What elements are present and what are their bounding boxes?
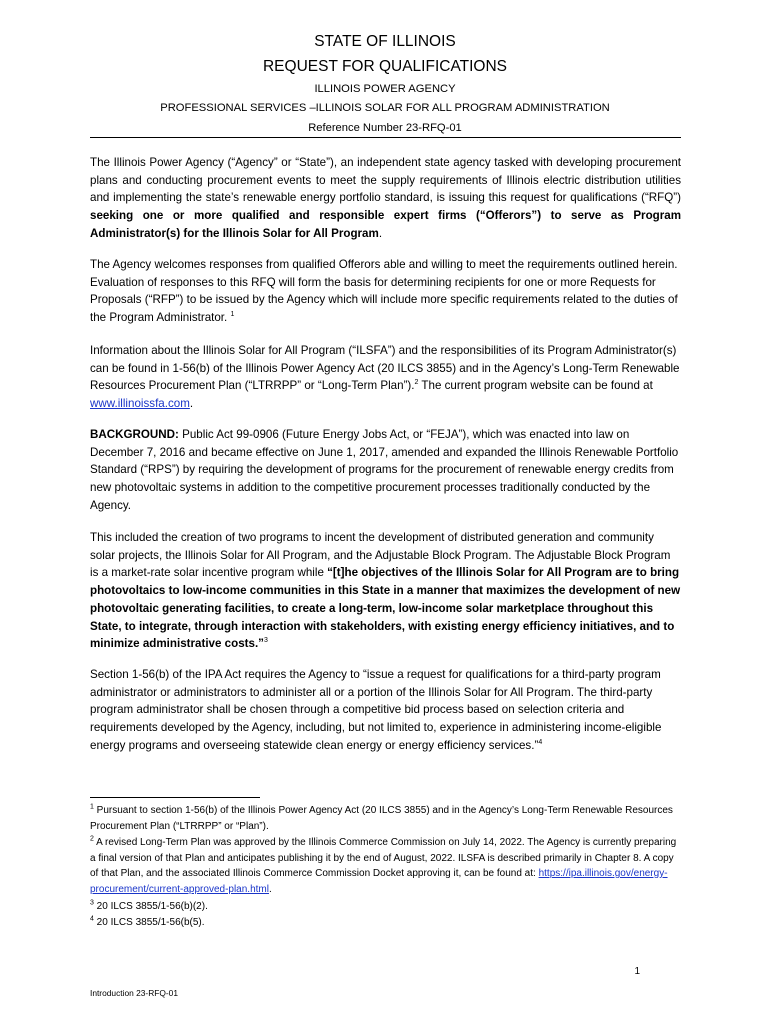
services-title: PROFESSIONAL SERVICES –ILLINOIS SOLAR FOR ALL PROGRAM ADMINISTRATION: [160, 102, 610, 114]
footnote-separator: [90, 797, 260, 798]
intro-paragraph: The Illinois Power Agency (“Agency” or “State”), an independent state agency tasked with developing procurement plans and conducting procurement events to meet the supply requirements of Illinois electric distribution utilities and implementing the state’s renewable energy portfolio standard, is issuing this request for qualifications (“RFQ”) seeking one or more qualified and responsible expert firms (“Offerors”) to serve as Program Administrator(s) for the Illinois Solar for All Program.: [90, 156, 681, 240]
ilsfa-info-paragraph: Information about the Illinois Solar for All Program (“ILSFA”) and the responsibilities of its Program Administrator(s) can be found in 1-56(b) of the Illinois Power Agency Act (20 ILCS 3855) and in the Agency’s Long-Term Renewable Resources Procurement Plan (“LTRRPP” or “Long-Term Plan”).$^2$ The current program website can be found at www.illinoissfa.com.: [90, 344, 680, 411]
ilsfa-objectives-quote: “[t]he objectives of the Illinois Solar for All Program are to bring photovoltaics to low-income communities in this State in a manner that maximizes the development of new photovoltaic generating facilities, to create a long-term, low-income solar marketplace throughout this State, to integrate, through interaction with stakeholders, with existing energy efficiency initiatives, and to minimize administrative costs.”: [90, 566, 681, 651]
state-heading: STATE OF ILLINOIS: [314, 33, 456, 50]
header-rule: [90, 137, 681, 138]
background-label: BACKGROUND:: [90, 428, 179, 441]
section-156b-paragraph: Section 1-56(b) of the IPA Act requires the Agency to “issue a request for qualifications for a third-party program administrator or administrators to administer all or a portion of the Illinois Solar for All Program. The third-party program administrator shall be chosen through a competitive bid process based on selection criteria and requirements developed by the Agency, including, but not limited to, experience in administering income-eligible energy programs and overseeing statewide clean energy or energy efficiency services.”$^4$: [90, 668, 662, 752]
footnote-ref-3[interactable]: 3: [263, 637, 268, 645]
offerors-paragraph: The Agency welcomes responses from qualified Offerors able and willing to meet the requirements outlined herein. Evaluation of responses to this RFQ will form the basis for determining recipients for one or more Requests for Proposals (“RFP”) to be issued by the Agency which will include more specific requirements related to the duties of the Program Administrator. $^1$: [90, 258, 678, 325]
agency-name: ILLINOIS POWER AGENCY: [314, 83, 456, 95]
footnote-3: $^3$ 20 ILCS 3855/1-56(b)(2).: [90, 899, 208, 912]
footnote-2: $^2$ A revised Long-Term Plan was approved by the Illinois Commerce Commission on July 14, 2022. The Agency is currently preparing a final version of that Plan and anticipates publishing it by the end of August, 2022. ILSFA is described primarily in Chapter 8. A copy of that Plan, and the associated Illinois Commerce Commission Docket approving it, can be found at: https://ipa.illinois.gov/energy-procurement/current-approved-plan.html.: [90, 835, 677, 895]
footnote-ref-2[interactable]: 2: [414, 379, 419, 387]
approved-plan-link[interactable]: https://ipa.illinois.gov/energy-procurement/current-approved-plan.html: [90, 868, 668, 895]
page-number: 1: [634, 966, 640, 977]
document-title: REQUEST FOR QUALIFICATIONS: [262, 58, 507, 75]
programs-paragraph: This included the creation of two programs to incent the development of distributed generation and community solar projects, the Illinois Solar for All Program, and the Adjustable Block Program. The Adjustable Block Program is a market-rate solar incentive program while “[t]he objectives of the Illinois Solar for All Program are to bring photovoltaics to low-income communities in this State in a manner that maximizes the development of new photovoltaic generating facilities, to create a long-term, low-income solar marketplace throughout this State, to integrate, through interaction with stakeholders, with existing energy efficiency initiatives, and to minimize administrative costs.”$^3$: [90, 531, 681, 651]
footnote-ref-4[interactable]: 4: [538, 738, 543, 746]
background-paragraph: BACKGROUND: Public Act 99-0906 (Future Energy Jobs Act, or “FEJA”), which was enacted into law on December 7, 2016 and became effective on June 1, 2017, amended and expanded the Illinois Renewable Portfolio Standard (“RPS”) by requiring the development of programs for the procurement of renewable energy credits from new photovoltaic systems in addition to the competitive procurement processes traditionally conducted by the Agency.: [90, 428, 679, 512]
reference-number: Reference Number 23-RFQ-01: [308, 122, 462, 134]
footnote-1: $^1$ Pursuant to section 1-56(b) of the Illinois Power Agency Act (20 ILCS 3855) and in the Agency’s Long-Term Renewable Resources Procurement Plan (“LTRRPP” or “Plan”).: [90, 803, 673, 832]
footnote-ref-1[interactable]: 1: [230, 311, 235, 319]
document-footer: Introduction 23-RFQ-01: [90, 988, 178, 998]
footnote-4: $^4$ 20 ILCS 3855/1-56(b(5).: [90, 915, 205, 928]
program-website-link[interactable]: www.illinoissfa.com: [90, 397, 190, 411]
